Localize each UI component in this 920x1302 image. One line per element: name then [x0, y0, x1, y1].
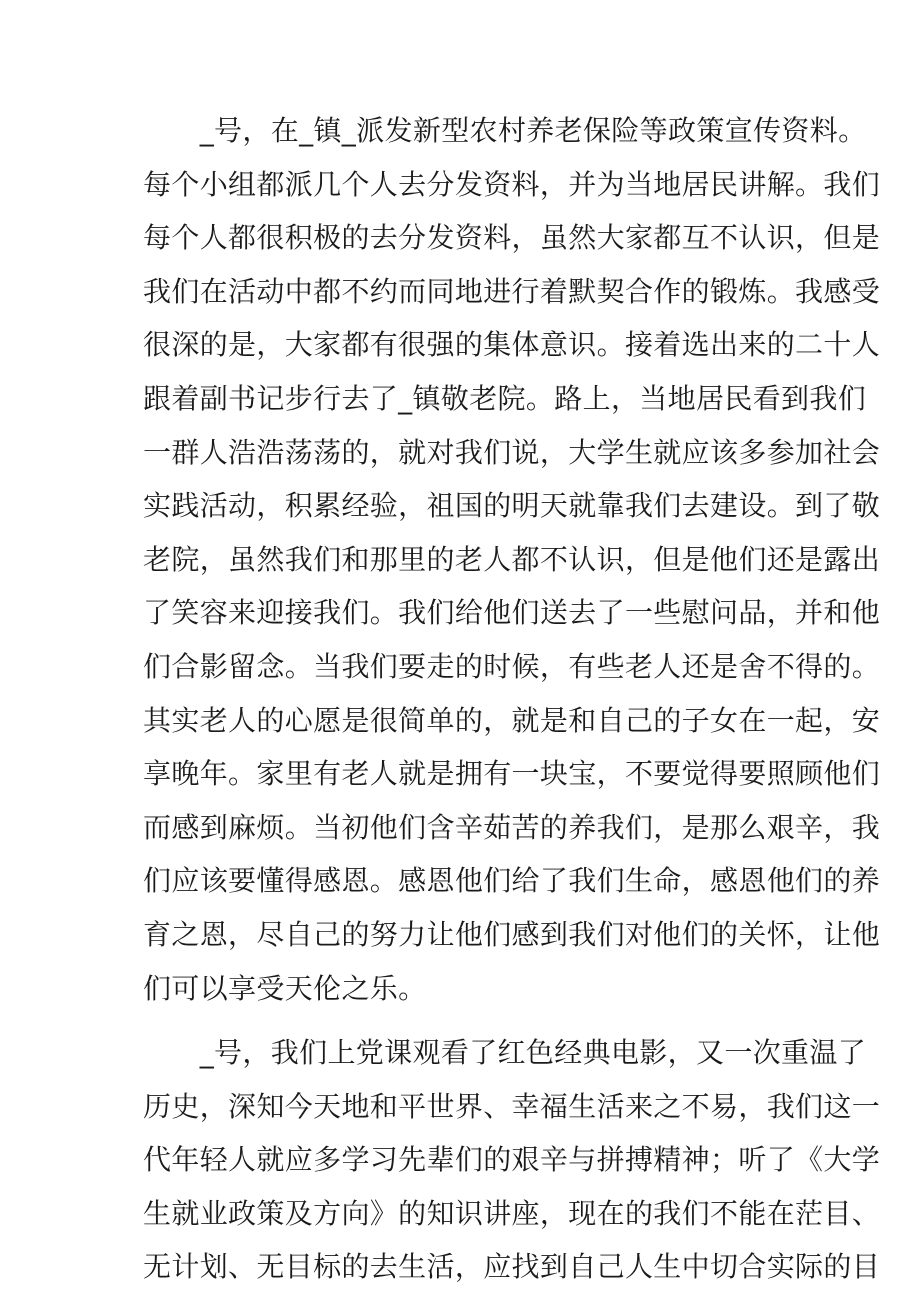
paragraph-2: [143, 1026, 881, 1294]
text-line: 无计划、无目标的去生活，应找到自己人生中切合实际的目: [143, 1250, 881, 1284]
text-line: 们合影留念。当我们要走的时候，有些老人还是舍不得的。: [143, 649, 881, 683]
text-line: 每个小组都派几个人去分发资料，并为当地居民讲解。我们: [143, 167, 881, 201]
paragraph-spacer: [143, 1015, 783, 1026]
text-line: 其实老人的心愿是很简单的，就是和自己的子女在一起，安: [143, 703, 881, 737]
text-line: 每个人都很积极的去分发资料，虽然大家都互不认识，但是: [143, 221, 881, 255]
paragraph-1: [143, 104, 881, 1015]
text-line: 而感到麻烦。当初他们含辛茹苦的养我们，是那么艰辛，我: [143, 810, 881, 844]
text-line: 享晚年。家里有老人就是拥有一块宝，不要觉得要照顾他们: [143, 757, 881, 791]
text-line: 很深的是，大家都有很强的集体意识。接着选出来的二十人: [143, 328, 881, 362]
text-line: 老院，虽然我们和那里的老人都不认识，但是他们还是露出: [143, 542, 881, 576]
text-line: 我们在活动中都不约而同地进行着默契合作的锻炼。我感受: [143, 274, 881, 308]
text-line: 们应该要懂得感恩。感恩他们给了我们生命，感恩他们的养: [143, 864, 881, 898]
text-line: 生就业政策及方向》的知识讲座，现在的我们不能在茫目、: [143, 1196, 881, 1230]
text-line: _号，在_镇_派发新型农村养老保险等政策宣传资料。: [143, 114, 867, 147]
text-line: 历史，深知今天地和平世界、幸福生活来之不易，我们这一: [143, 1089, 881, 1123]
document-body: [143, 104, 881, 1294]
text-line: 育之恩，尽自己的努力让他们感到我们对他们的关怀，让他: [143, 917, 881, 951]
text-line: 们可以享受天伦之乐。: [143, 971, 427, 1005]
text-line: 跟着副书记步行去了_镇敬老院。路上，当地居民看到我们: [143, 381, 867, 415]
text-line: _号，我们上党课观看了红色经典电影，又一次重温了: [143, 1036, 867, 1070]
text-line: 代年轻人就应多学习先辈们的艰辛与拼搏精神；听了《大学: [143, 1143, 881, 1177]
text-line: 一群人浩浩荡荡的，就对我们说，大学生就应该多参加社会: [143, 435, 881, 469]
text-line: 了笑容来迎接我们。我们给他们送去了一些慰问品，并和他: [143, 596, 881, 630]
text-line: 实践活动，积累经验，祖国的明天就靠我们去建设。到了敬: [143, 489, 881, 523]
